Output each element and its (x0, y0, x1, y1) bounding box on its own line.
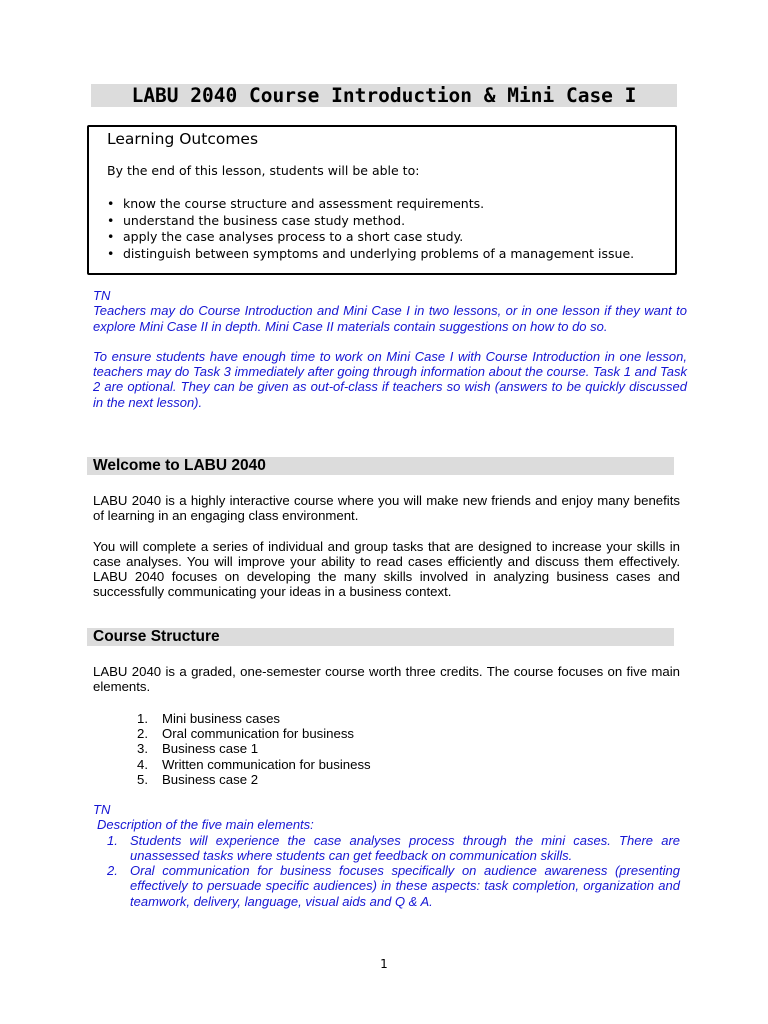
course-structure-heading: Course Structure (93, 628, 220, 645)
course-structure-paragraph: LABU 2040 is a graded, one-semester course worth three credits. The course focuses on five main elements. (93, 664, 680, 695)
page-number: 1 (380, 957, 388, 971)
teacher-note-1 (93, 288, 687, 410)
list-item: 2. Oral communication for business focuses specifically on audience awareness (presenting effectively to persuade specific audiences) in these aspects: task completion, organization and teamwork, delivery, language, visual aids and Q & A. (107, 863, 680, 909)
teacher-note-label: TN (93, 802, 111, 817)
welcome-heading: Welcome to LABU 2040 (93, 457, 266, 474)
welcome-paragraph: You will complete a series of individual and group tasks that are designed to increase your skills in case analyses. You will improve your ability to read cases efficiently and discuss them effectively. LABU 2040 focuses on developing the many skills involved in analyzing business cases and successfully communicating your ideas in a business context. (93, 538, 680, 600)
teacher-note-paragraph: Teachers may do Course Introduction and Mini Case I in two lessons, or in one lesson if they want to explore Mini Case II in depth. Mini Case II materials contain suggestions on how to do so. (93, 303, 687, 334)
learning-outcomes-heading: Learning Outcomes (107, 130, 259, 148)
list-item: 5. Business case 2 (137, 771, 259, 787)
course-structure-intro (93, 664, 680, 695)
list-item: 3. Business case 1 (137, 741, 259, 757)
list-item: • distinguish between symptoms and underlying problems of a management issue. (107, 246, 634, 263)
list-item: • apply the case analyses process to a short case study. (107, 229, 634, 246)
teacher-note-intro: Description of the five main elements: (97, 817, 314, 833)
teacher-note-2 (93, 802, 680, 909)
teacher-note-paragraph: To ensure students have enough time to work on Mini Case I with Course Introduction in one lesson, teachers may do Task 3 immediately after going through information about the course. Task 1 and Task 2 are optional. They can be given as out-of-class if teachers so wish (answers to be quickly discussed in the next lesson). (93, 348, 687, 410)
list-item: 1. Students will experience the case analyses process through the mini cases. There are unassessed tasks where students can get feedback on communication skills. (107, 832, 680, 863)
welcome-heading-bar (87, 457, 674, 475)
list-item: 2. Oral communication for business (137, 726, 355, 742)
teacher-note-list (93, 833, 680, 909)
welcome-section (93, 493, 680, 600)
learning-outcomes-list (107, 196, 634, 262)
course-structure-heading-bar (87, 628, 674, 646)
page-title (91, 84, 677, 107)
list-item: 1. Mini business cases (137, 711, 281, 726)
list-item: 4. Written communication for business (137, 756, 371, 772)
list-item: • know the course structure and assessment requirements. (107, 196, 634, 213)
teacher-note-label: TN (93, 288, 111, 303)
page-title-text: LABU 2040 Course Introduction & Mini Case I (131, 84, 637, 107)
welcome-paragraph: LABU 2040 is a highly interactive course where you will make new friends and enjoy many benefits of learning in an engaging class environment. (93, 493, 680, 524)
learning-outcomes-intro: By the end of this lesson, students will be able to: (107, 163, 420, 178)
learning-outcomes-box (87, 125, 677, 275)
list-item: • understand the business case study method. (107, 213, 634, 230)
course-elements-list (137, 711, 371, 787)
